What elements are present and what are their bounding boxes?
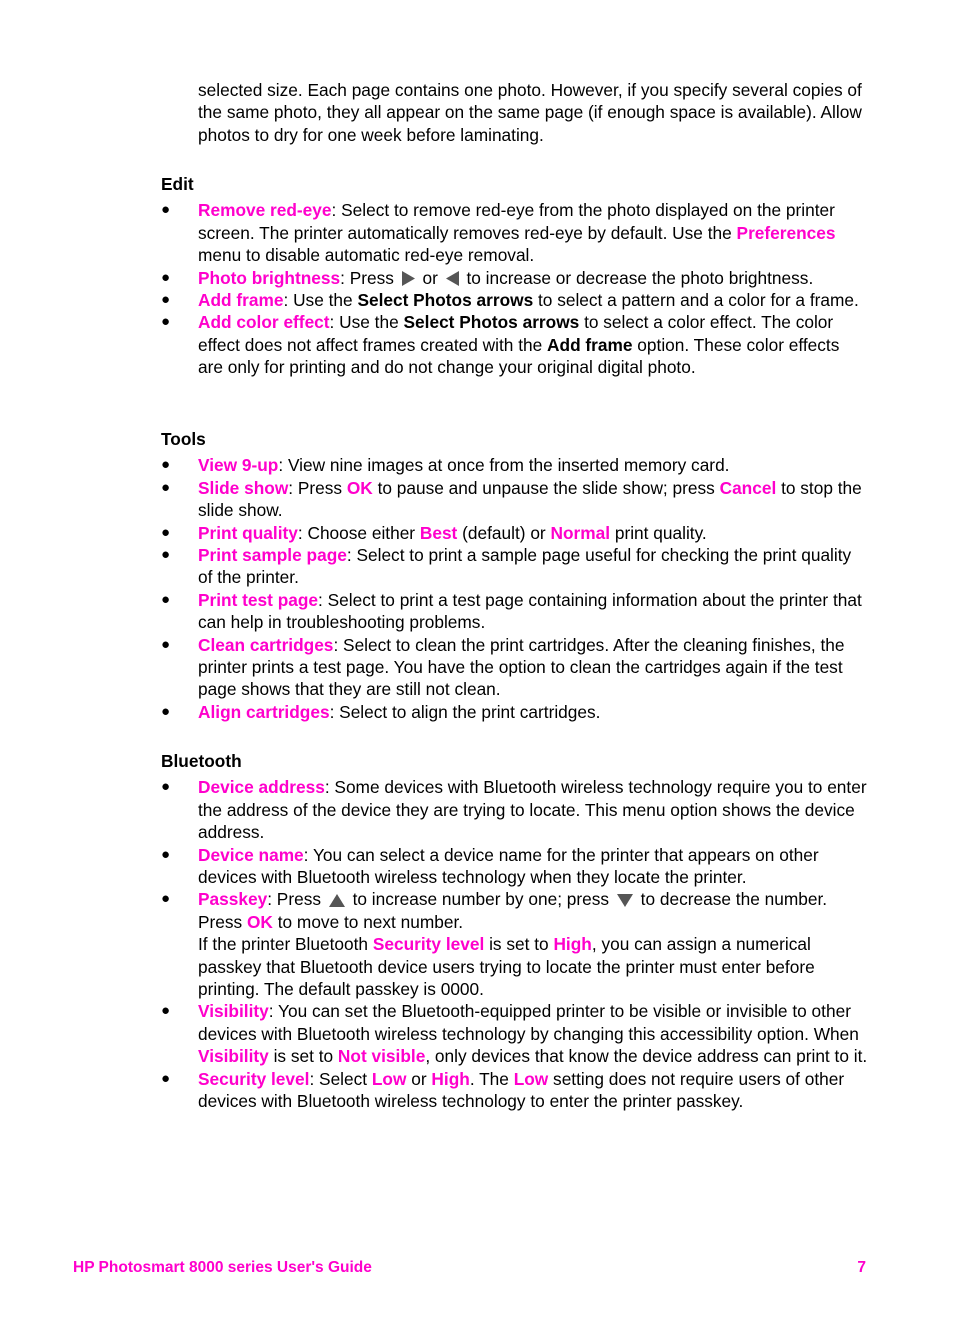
list-item <box>161 289 868 311</box>
option-reference: High <box>431 1068 470 1089</box>
option-reference: Security level <box>372 934 485 955</box>
bluetooth-list <box>161 776 881 1112</box>
item-text: print quality. <box>610 522 707 543</box>
option-name: Print quality <box>198 522 298 543</box>
bullet: ● <box>161 845 171 863</box>
section-tools <box>161 428 881 723</box>
item-text: : Some devices with Bluetooth wireless technology require you to enter the address of the device they are trying to locate. This menu option shows the device address. <box>198 777 867 843</box>
option-name: Security level <box>198 1068 310 1089</box>
list-item <box>161 701 868 723</box>
item-text: is set to <box>268 1046 338 1067</box>
list-item <box>161 477 868 522</box>
bullet: ● <box>161 1069 171 1087</box>
tools-list <box>161 454 881 723</box>
list-item <box>161 454 868 476</box>
option-reference: Preferences <box>736 222 836 243</box>
item-text: : Select to print a test page containing information about the printer that can help in troubleshooting problems. <box>198 589 862 633</box>
option-reference: High <box>553 934 592 955</box>
right-arrow-icon <box>402 271 415 286</box>
item-text: or <box>406 1068 432 1089</box>
section-edit <box>161 173 881 379</box>
list-item <box>161 267 868 289</box>
option-name: Slide show <box>198 477 289 498</box>
list-item <box>161 776 868 843</box>
item-text: to move to next number. <box>272 911 464 932</box>
item-text: : Press <box>267 889 326 910</box>
list-item <box>161 544 868 589</box>
bullet: ● <box>161 590 171 608</box>
bullet: ● <box>161 1002 171 1020</box>
left-arrow-icon <box>446 271 459 286</box>
section-title: Bluetooth <box>161 751 242 771</box>
footer-title: HP Photosmart 8000 series User's Guide <box>73 1259 372 1276</box>
section-bluetooth <box>161 750 881 1112</box>
option-name: Add color effect <box>198 312 330 333</box>
item-text: , only devices that know the device address can print to it. <box>425 1046 868 1067</box>
option-name: Device address <box>198 777 325 798</box>
option-name: Passkey <box>198 889 268 910</box>
list-item <box>161 888 868 1000</box>
item-text: : Use the <box>283 290 358 311</box>
bullet: ● <box>161 201 171 219</box>
item-text: to select a pattern and a color for a frame. <box>533 290 859 311</box>
option-reference: Normal <box>550 522 611 543</box>
list-item <box>161 1068 868 1113</box>
item-text: : Choose either <box>297 522 420 543</box>
option-name: Photo brightness <box>198 267 341 288</box>
item-text: to increase or decrease the photo brightness. <box>461 267 814 288</box>
bullet: ● <box>161 268 171 286</box>
list-item <box>161 311 868 378</box>
option-name: Remove red-eye <box>198 200 332 221</box>
list-item <box>161 522 868 544</box>
item-text: : Select to remove red-eye from the photo displayed on the printer screen. The printer automatically removes red-eye by default. Use the <box>198 200 835 243</box>
option-name: Visibility <box>198 1001 269 1022</box>
bullet: ● <box>161 523 171 541</box>
option-reference: Not visible <box>337 1046 426 1067</box>
bullet: ● <box>161 778 171 796</box>
item-text: menu to disable automatic red-eye removal. <box>198 245 535 266</box>
item-text: If the printer Bluetooth <box>198 934 373 955</box>
item-text: to stop the slide show. <box>198 477 862 521</box>
option-reference: OK <box>246 911 273 932</box>
control-name: Add frame <box>547 334 633 355</box>
item-text: to select a color effect. The color effect does not affect frames created with the <box>198 312 834 355</box>
list-item <box>161 844 868 889</box>
option-name: Print test page <box>198 589 319 610</box>
bullet: ● <box>161 546 171 564</box>
page-number: 7 <box>857 1259 866 1276</box>
option-reference: Low <box>371 1068 407 1089</box>
item-text: : Select to clean the print cartridges. After the cleaning finishes, the printer prints a test page. You have the option to clean the cartridges again if the test page shows that they are still not clean. <box>198 634 845 700</box>
item-text: (default) or <box>457 522 551 543</box>
option-name: Clean cartridges <box>198 634 334 655</box>
item-text: : View nine images at once from the inserted memory card. <box>278 455 730 476</box>
item-text: to pause and unpause the slide show; press <box>372 477 720 498</box>
item-text: or <box>417 267 443 288</box>
item-text: : Select to align the print cartridges. <box>329 701 601 722</box>
option-name: Print sample page <box>198 545 347 566</box>
list-item <box>161 199 868 266</box>
page-footer <box>73 1259 866 1279</box>
option-name: Device name <box>198 844 304 865</box>
section-title: Tools <box>161 429 206 449</box>
edit-list <box>161 199 881 378</box>
bullet: ● <box>161 635 171 653</box>
option-reference: OK <box>346 477 373 498</box>
down-arrow-icon <box>617 894 633 907</box>
control-name: Select Photos arrows <box>357 290 534 311</box>
item-text: : You can select a device name for the printer that appears on other devices with Bluetooth wireless technology when they locate the printer. <box>198 844 819 888</box>
list-item <box>161 589 868 634</box>
item-text: to decrease the number. Press <box>198 889 828 932</box>
list-item <box>161 1000 868 1067</box>
item-text: setting does not require users of other devices with Bluetooth wireless technology to enter the printer passkey. <box>198 1068 845 1112</box>
bullet: ● <box>161 313 171 331</box>
item-text: : Press <box>340 267 399 288</box>
option-name: Add frame <box>198 290 284 311</box>
item-text: : Use the <box>329 312 404 333</box>
item-text: : Press <box>288 477 347 498</box>
option-name: View 9-up <box>198 455 279 476</box>
option-reference: Best <box>419 522 458 543</box>
bullet: ● <box>161 456 171 474</box>
list-item <box>161 634 868 701</box>
option-reference: Cancel <box>719 477 777 498</box>
up-arrow-icon <box>329 894 345 907</box>
section-title: Edit <box>161 174 194 194</box>
bullet: ● <box>161 291 171 309</box>
item-text: . The <box>469 1068 514 1089</box>
intro-paragraph: selected size. Each page contains one photo. However, if you specify several copies of the same photo, they all appear on the same page (if enough space is available). Allow photos to dry for one week before laminating. <box>198 80 862 145</box>
item-text: : Select to print a sample page useful for checking the print quality of the printer. <box>198 545 852 588</box>
bullet: ● <box>161 702 171 720</box>
control-name: Select Photos arrows <box>403 312 580 333</box>
item-text: : Select <box>309 1068 372 1089</box>
item-text: option. These color effects are only for printing and do not change your original digital photo. <box>198 334 840 378</box>
option-reference: Low <box>513 1068 549 1089</box>
option-reference: Visibility <box>198 1046 269 1067</box>
option-name: Align cartridges <box>198 701 330 722</box>
bullet: ● <box>161 890 171 908</box>
bullet: ● <box>161 478 171 496</box>
item-text: to increase number by one; press <box>347 889 614 910</box>
item-text: , you can assign a numerical passkey that Bluetooth device users trying to locate the printer must enter before printing. The default passkey is 0000. <box>198 934 815 1000</box>
item-text: : You can set the Bluetooth-equipped printer to be visible or invisible to other devices with Bluetooth wireless technology by changing this accessibility option. When <box>198 1001 859 1044</box>
item-text: is set to <box>484 934 554 955</box>
